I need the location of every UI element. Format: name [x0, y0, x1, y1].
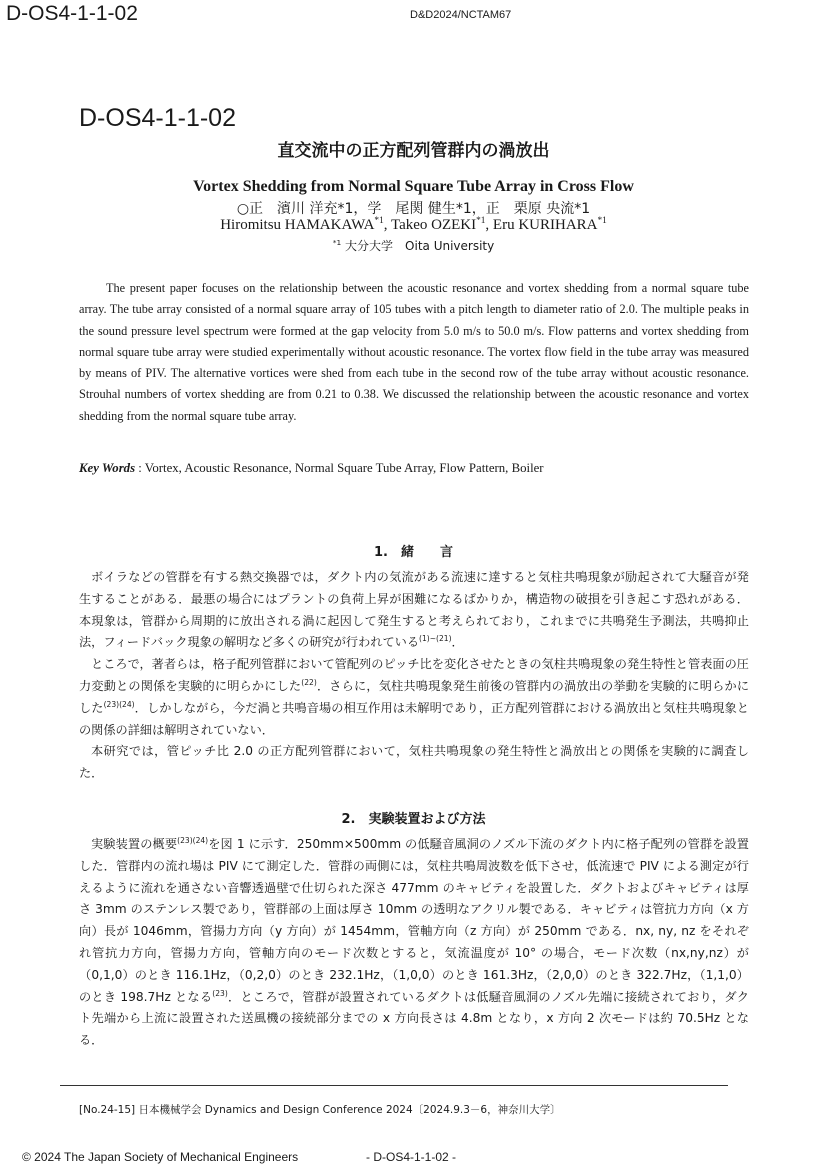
section-2-body	[79, 834, 749, 1052]
section-1-paragraph-2	[79, 654, 749, 741]
author-2-affil-mark: *1	[476, 216, 486, 226]
s2-text-1: 実験装置の概要	[91, 837, 178, 851]
s2-ref-1: (23)(24)	[177, 835, 209, 845]
author-3-affil-mark: *1	[597, 216, 607, 226]
s2-text-3: ．ところで，管群が設置されているダクトは低騒音風洞のノズル先端に接続されており，ダクト先端から上流に設置された送風機の接続部分までの x 方向長さは 4.8m となり，x 方向 2 次モードは約 70.5Hz となる．	[79, 989, 749, 1048]
keywords-label: Key Words	[79, 461, 136, 475]
author-2: , Takeo OZEKI	[383, 217, 477, 233]
section-1-paragraph-1	[79, 567, 749, 654]
affiliation-text: 大分大学 Oita University	[345, 239, 495, 253]
copyright: © 2024 The Japan Society of Mechanical Engineers	[22, 1150, 299, 1164]
author-1-affil-mark: *1	[374, 216, 384, 226]
authors-japanese: ○正 濱川 洋充*1，学 尾関 健生*1，正 栗原 央流*1	[236, 201, 591, 217]
s1p2-ref-2: (23)(24)	[103, 699, 135, 709]
affiliation	[0, 237, 827, 254]
s1p2-text-b: ．さらに，気柱共鳴現象発生前後の管群内の渦放出の挙動を実験的に明らかにした	[79, 678, 750, 715]
s1p1-ref: (1)~(21)	[419, 634, 452, 644]
title-english: Vortex Shedding from Normal Square Tube Array in Cross Flow	[193, 178, 634, 195]
abstract: The present paper focuses on the relationship between the acoustic resonance and vortex shedding from a normal square tube array. The tube array consisted of a normal square array of 105 tubes with a pitch length to diameter ratio of 2.0. The multiple peaks in the sound pressure level spectrum were formed at the gap velocity from 5.0 m/s to 50.0 m/s. Flow patterns and vortex shedding from normal square tube array were studied experimentally without acoustic resonance. The vortex flow field in the tube array was measured by means of PIV. The alternative vortices were shed from each tube in the second row of the tube array without acoustic resonance. Strouhal numbers of vortex shedding are from 0.21 to 0.38. We discussed the relationship between the acoustic resonance and vortex shedding from the normal square tube array.	[79, 281, 749, 423]
footer-conference: [No.24-15] 日本機械学会 Dynamics and Design Conference 2024〔2024.9.3－6，神奈川大学〕	[79, 1104, 561, 1116]
page-number: - D-OS4-1-1-02 -	[366, 1150, 457, 1164]
s1p2-ref-1: (22)	[301, 677, 317, 687]
keywords-list: : Vortex, Acoustic Resonance, Normal Square Tube Array, Flow Pattern, Boiler	[135, 461, 544, 475]
paper-id: D-OS4-1-1-02	[79, 104, 236, 132]
section-1-paragraph-3: 本研究では，管ピッチ比 2.0 の正方配列管群において，気柱共鳴現象の発生特性と渦放出との関係を実験的に調査した．	[79, 744, 749, 781]
section-1-heading: 1. 緒 言	[374, 545, 453, 560]
s1p1-end: ．	[451, 635, 464, 650]
author-3: , Eru KURIHARA	[485, 217, 598, 233]
s1p2-text-c: ．しかしながら，今だ渦と共鳴音場の相互作用は未解明であり，正方配列管群における渦放出と気柱共鳴現象との関係の詳細は解明されていない．	[79, 700, 749, 737]
header-conference-code: D&D2024/NCTAM67	[410, 9, 512, 21]
section-2-heading: 2. 実験装置および方法	[341, 812, 486, 827]
section-2-paragraph-1	[79, 834, 749, 1052]
section-1-body	[79, 567, 749, 785]
keywords	[79, 461, 749, 476]
authors-english	[0, 217, 827, 234]
header-paper-id: D-OS4-1-1-02	[6, 2, 138, 25]
s1p2-text-a: ところで，著者らは，格子配列管群において管配列のピッチ比を変化させたときの気柱共鳴現象の発生特性と管表面の圧力変動との関係を実験的に明らかにした	[79, 657, 749, 693]
footer-divider	[60, 1085, 728, 1086]
affiliation-mark: *1	[332, 238, 342, 247]
s1p1-text: ボイラなどの管群を有する熱交換器では，ダクト内の気流がある流速に達すると気柱共鳴現象が励起されて大騒音が発生することがある．最悪の場合にはプラントの負荷上昇が困難になるばかりか，構造物の破損を引き起こす恐れがある．本現象は，管群から周期的に放出される渦に起因して発生すると考えられており，これまでに共鳴発生予測法，共鳴抑止法，フィードバック現象の解明など多くの研究が行われている	[79, 570, 749, 650]
title-japanese: 直交流中の正方配列管群内の渦放出	[277, 141, 550, 161]
author-1: Hiromitsu HAMAKAWA	[220, 217, 375, 233]
s2-text-2: を図 1 に示す．250mm×500mm の低騒音風洞のノズル下流のダクト内に格子配列の管群を設置した．管群内の流れ場は PIV にて測定した．管群の両側には，気柱共鳴周波数を低下させ，低流速で PIV による測定が行えるように流れを通さない音響透過壁で仕切られた深さ 477mm のキャビティを設置した．ダクトおよびキャビティは厚さ 3mm のステンレス製であり，管群部の上面は厚さ 10mm の透明なアクリル製である．キャビティは管抗力方向（x 方向）長が 1046mm，管揚力方向（y 方向）が 1454mm，管軸方向（z 方向）が 250mm である．nx, ny, nz をそれぞれ管抗力方向，管揚力方向，管軸方向のモード次数とすると，気流温度が 10° の場合，モード次数（nx,ny,nz）が（0,1,0）のとき 116.1Hz，（0,2,0）のとき 232.1Hz，（1,0,0）のとき 161.3Hz，（2,0,0）のとき 322.7Hz，（1,1,0）のとき 198.7Hz となる	[79, 837, 749, 1004]
s2-ref-2: (23)	[212, 988, 228, 998]
